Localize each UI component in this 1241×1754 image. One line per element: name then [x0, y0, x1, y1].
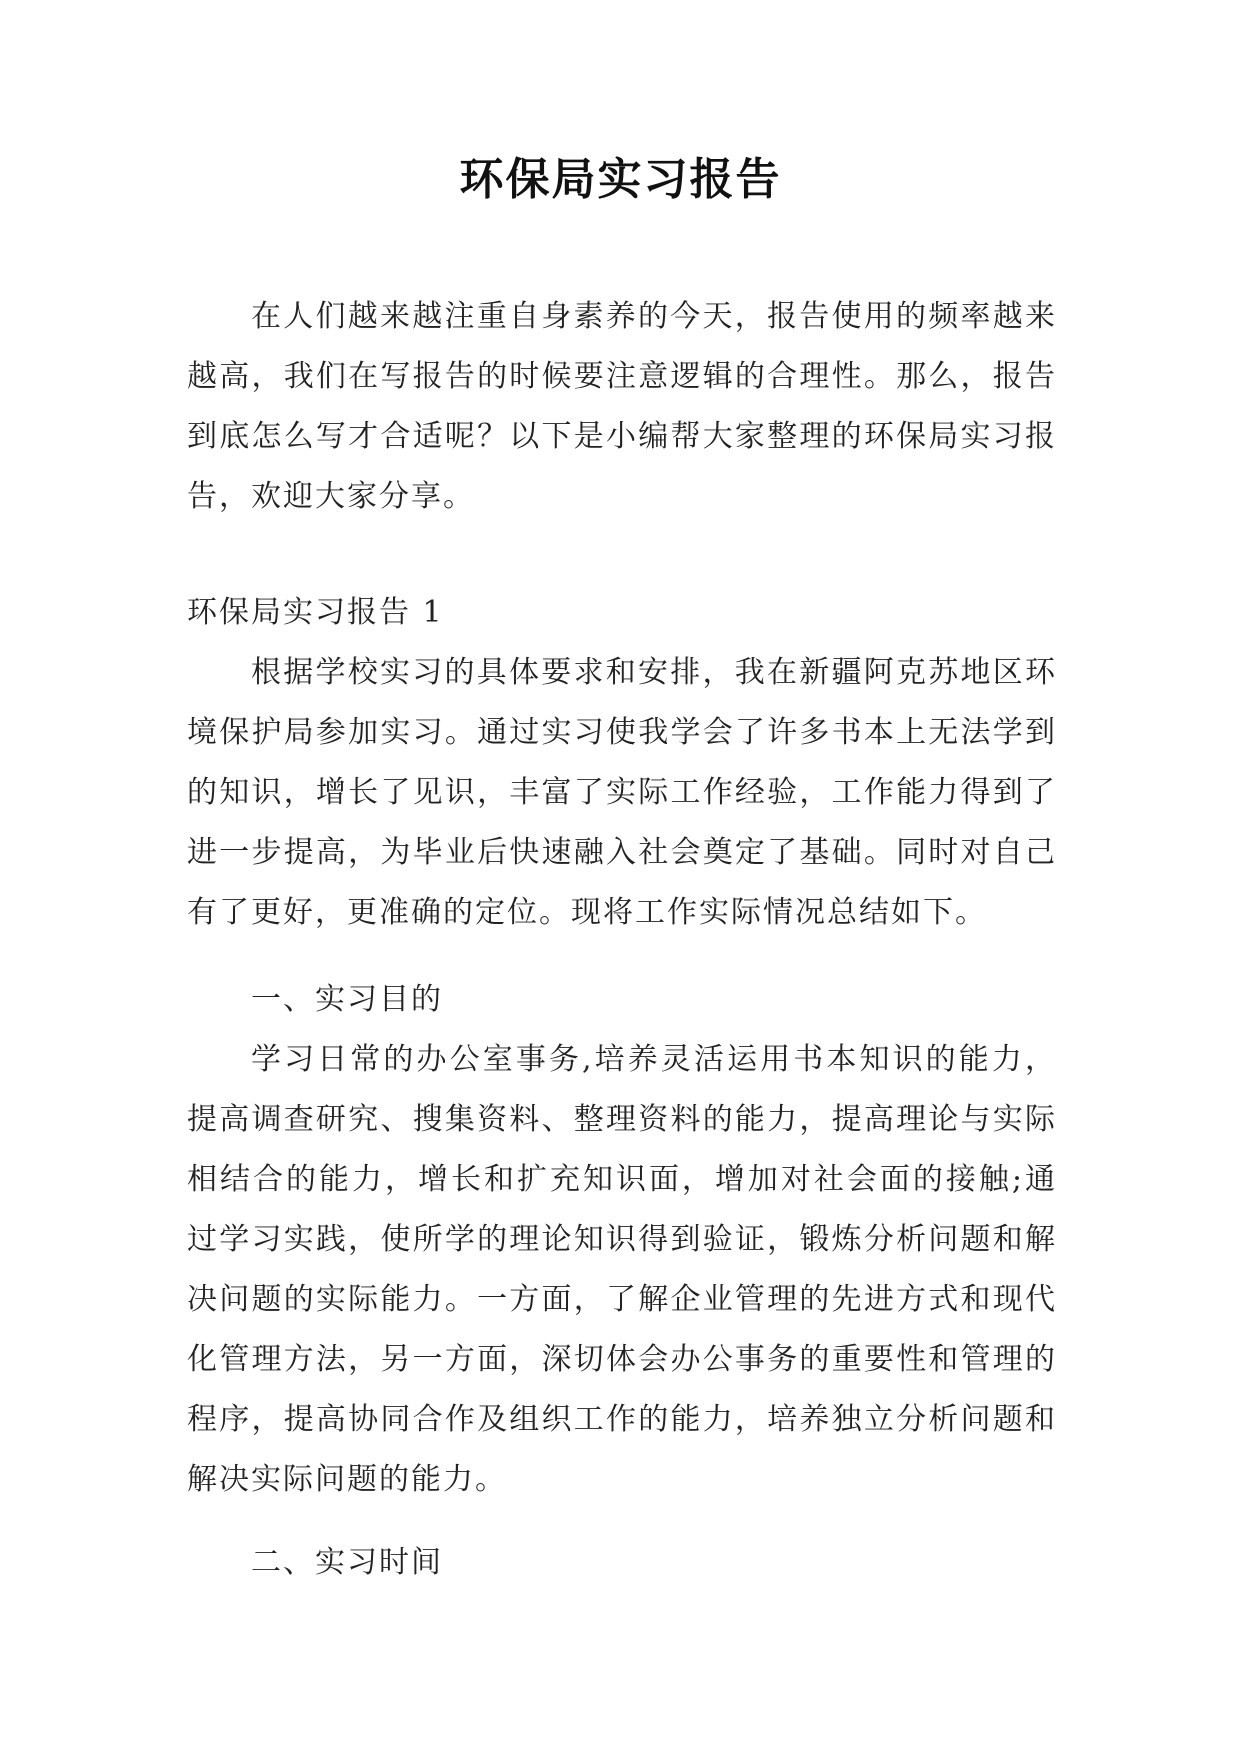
section-heading: 一、实习目的: [251, 982, 443, 1017]
body-paragraph: 学习日常的办公室事务,培养灵活运用书本知识的能力，提高调查研究、搜集资料、整理资料的能力，提高理论与实际相结合的能力，增长和扩充知识面，增加对社会面的接触;通过学习实践，使所学的理论知识得到验证，锻炼分析问题和解决问题的实际能力。一方面，了解企业管理的先进方式和现代化管理方法，另一方面，深切体会办公事务的重要性和管理的程序，提高协同合作及组织工作的能力，培养独立分析问题和解决实际问题的能力。: [187, 1042, 1057, 1497]
section-heading: 二、实习时间: [251, 1545, 443, 1580]
body-paragraph: 根据学校实习的具体要求和安排，我在新疆阿克苏地区环境保护局参加实习。通过实习使我学会了许多书本上无法学到的知识，增长了见识，丰富了实际工作经验，工作能力得到了进一步提高，为毕业后快速融入社会奠定了基础。同时对自己有了更好，更准确的定位。现将工作实际情况总结如下。: [187, 655, 1057, 930]
intro-paragraph: 在人们越来越注重自身素养的今天，报告使用的频率越来越高，我们在写报告的时候要注意逻辑的合理性。那么，报告到底怎么写才合适呢？以下是小编帮大家整理的环保局实习报告，欢迎大家分享。: [187, 299, 1057, 514]
document-title: 环保局实习报告: [459, 154, 782, 205]
section-title: 环保局实习报告 1: [187, 595, 444, 630]
